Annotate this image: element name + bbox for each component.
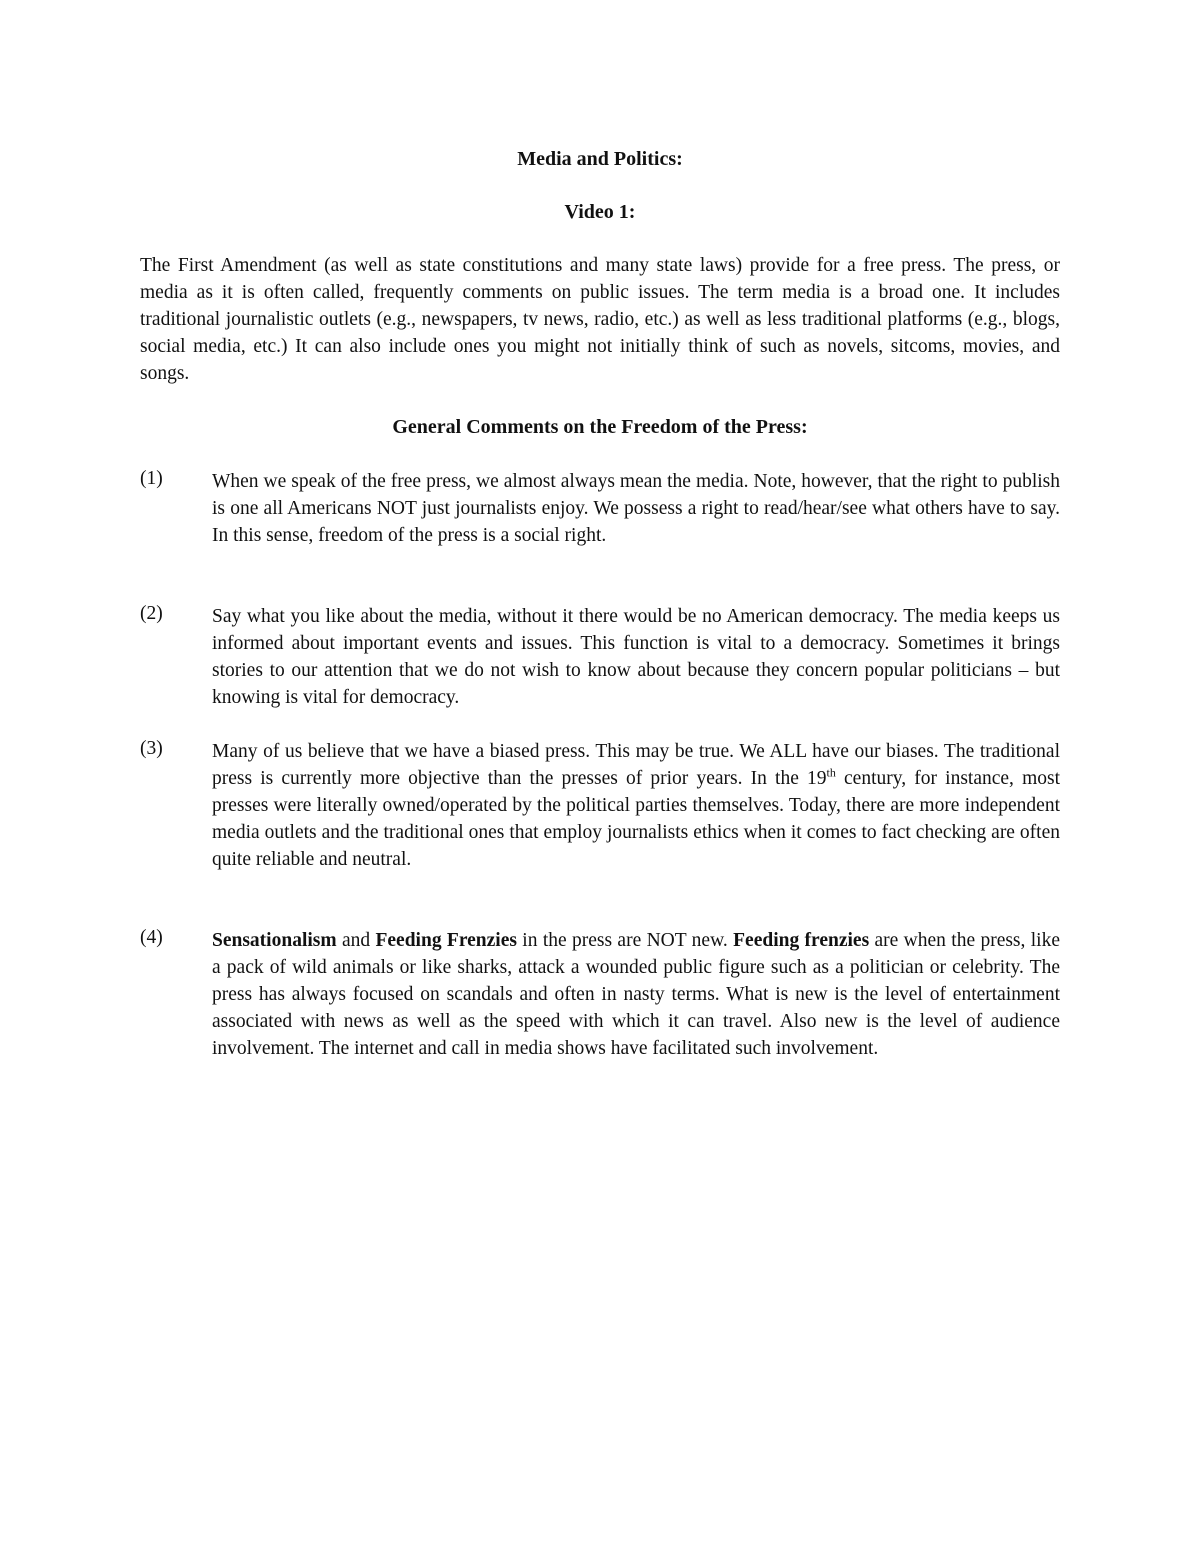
list-item [140,468,1060,549]
page-subtitle: Video 1: [564,201,636,223]
section-heading: General Comments on the Freedom of the Press: [392,416,808,438]
item-text-part: in the press are NOT new. [516,930,734,951]
list-item [140,603,1060,711]
item-text-part: are when the press, like a pack of wild animals or like sharks, attack a wounded public figure such as a politician or celebrity. The press has always focused on scandals and often in nasty terms. What is new is the level of entertainment associated with news as well as the speed with which it can travel. Also new is the level of audience involvement. The internet and call in media shows have facilitated such involvement. [212,930,1060,1059]
item-text [212,738,1060,873]
item-number: (3) [140,738,163,759]
item-text: Say what you like about the media, without it there would be no American democracy. The media keeps us informed about important events and issues. This function is vital to a democracy. Sometimes it brings stories to our attention that we do not wish to know about because they concern popular politicians – but knowing is vital for democracy. [212,606,1060,708]
item-text-part: Many of us believe that we have a biased press. This may be true. We ALL have our biases. The traditional press is currently more objective than the presses of prior years. In the 19 [212,741,1060,789]
item-text-part: and [336,930,376,951]
item-number: (1) [140,468,163,489]
bold-term: Feeding Frenzies [375,930,517,951]
item-text [212,927,1060,1062]
list-item [140,738,1060,873]
list-item [140,927,1060,1062]
item-text: When we speak of the free press, we almost always mean the media. Note, however, that the right to publish is one all Americans NOT just journalists enjoy. We possess a right to read/hear/see what others have to say. In this sense, freedom of the press is a social right. [212,471,1060,546]
item-number: (2) [140,603,163,624]
item-text-part: century, for instance, most presses were literally owned/operated by the political parties themselves. Today, there are more independent media outlets and the traditional ones that employ journalists ethics when it comes to fact checking are often quite reliable and neutral. [212,768,1060,870]
page-title: Media and Politics: [517,148,683,170]
intro-paragraph: The First Amendment (as well as state constitutions and many state laws) provide for a free press. The press, or media as it is often called, frequently comments on public issues. The term media is a broad one. It includes traditional journalistic outlets (e.g., newspapers, tv news, radio, etc.) as well as less traditional platforms (e.g., blogs, social media, etc.) It can also include ones you might not initially think of such as novels, sitcoms, movies, and songs. [140,255,1060,384]
bold-term: Sensationalism [212,930,337,951]
item-number: (4) [140,927,163,948]
bold-term: Feeding frenzies [733,930,870,951]
superscript: th [826,765,836,780]
